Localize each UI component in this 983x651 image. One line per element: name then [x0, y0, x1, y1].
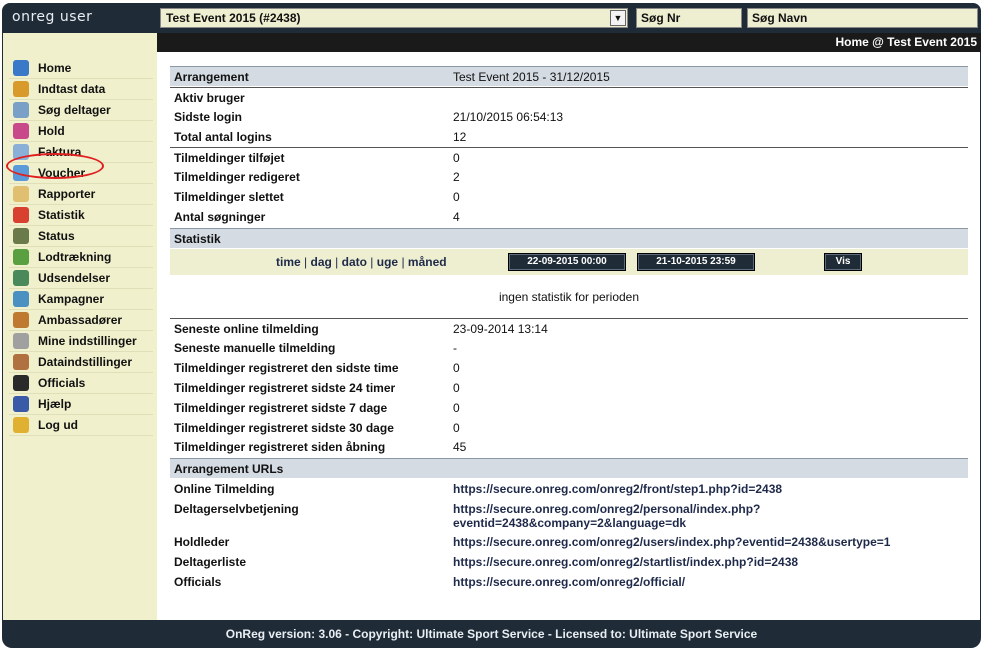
sogninger-row — [170, 207, 968, 227]
period-separator: | — [366, 255, 377, 269]
redigeret-label: Tilmeldinger redigeret — [174, 170, 300, 184]
sidebar-item-status[interactable] — [9, 226, 153, 247]
url-label: Deltagerselvbetjening — [174, 502, 299, 516]
sidste-login-label: Sidste login — [174, 110, 243, 124]
bar-chart-icon — [13, 207, 29, 223]
slettet-row — [170, 187, 968, 207]
url-link[interactable]: https://secure.onreg.com/onreg2/official/ — [453, 575, 686, 589]
statistik-label: Statistik — [174, 232, 221, 246]
day-row — [170, 378, 968, 398]
url-row — [170, 479, 968, 499]
period-separator: | — [331, 255, 342, 269]
sidebar-item-label: Hold — [38, 124, 65, 138]
sidebar-item-label: Home — [38, 61, 72, 75]
sidebar-item-label: Faktura — [38, 145, 82, 159]
period-links — [276, 255, 447, 269]
sidebar-item-hold[interactable] — [9, 121, 153, 142]
sidebar — [2, 33, 157, 620]
sidebar-item-kampagner[interactable] — [9, 289, 153, 310]
home-icon — [13, 60, 29, 76]
slettet-value: 0 — [453, 190, 460, 204]
footer — [2, 620, 981, 648]
sogninger-value: 4 — [453, 210, 460, 224]
officials-icon — [13, 375, 29, 391]
event-select[interactable] — [160, 8, 628, 28]
redigeret-row — [170, 167, 968, 187]
url-row — [170, 532, 968, 552]
period-separator: | — [398, 255, 408, 269]
sidste-login-row — [170, 107, 968, 127]
url-link[interactable] — [453, 502, 760, 530]
sidebar-item-label: Voucher — [38, 166, 86, 180]
total-row — [170, 437, 968, 457]
empty-stats-message: ingen statistik for perioden — [498, 290, 640, 304]
period-link-måned[interactable]: måned — [407, 255, 447, 269]
magnifier-icon — [13, 102, 29, 118]
sidebar-item-officials[interactable] — [9, 373, 153, 394]
footer-text: OnReg version: 3.06 - Copyright: Ultimate Sport Service - Licensed to: Ultimate Sport Service — [225, 627, 758, 641]
url-link[interactable]: https://secure.onreg.com/onreg2/users/index.php?eventid=2438&usertype=1 — [453, 535, 891, 549]
sidebar-item-søg-deltager[interactable] — [9, 100, 153, 121]
manual-row — [170, 338, 968, 358]
hour-value: 0 — [453, 361, 460, 375]
sidebar-item-label: Ambassadører — [38, 313, 123, 327]
sogninger-label: Antal søgninger — [174, 210, 266, 224]
sidebar-item-label: Rapporter — [38, 187, 96, 201]
manual-label: Seneste manuelle tilmelding — [174, 341, 336, 355]
sidste-login-value: 21/10/2015 06:54:13 — [453, 110, 564, 124]
url-row — [170, 552, 968, 572]
url-row — [170, 572, 968, 592]
tilfojet-row — [170, 147, 968, 167]
arrangement-section-header — [170, 66, 968, 86]
total-logins-label: Total antal logins — [174, 130, 272, 144]
top-bar — [2, 3, 981, 33]
sidebar-nav — [3, 58, 158, 436]
sidebar-item-ambassadører[interactable] — [9, 310, 153, 331]
week-value: 0 — [453, 401, 460, 415]
event-select-value: Test Event 2015 (#2438) — [166, 11, 301, 25]
total-value: 45 — [453, 440, 467, 454]
status-chart-icon — [13, 228, 29, 244]
sidebar-item-label: Kampagner — [38, 292, 105, 306]
sidebar-item-label: Dataindstillinger — [38, 355, 133, 369]
sidebar-item-rapporter[interactable] — [9, 184, 153, 205]
week-label: Tilmeldinger registreret sidste 7 dage — [174, 401, 388, 415]
sidebar-item-lodtrækning[interactable] — [9, 247, 153, 268]
search-name-input[interactable]: Søg Navn — [747, 8, 978, 28]
hour-row — [170, 358, 968, 378]
report-icon — [13, 186, 29, 202]
period-link-uge[interactable]: uge — [376, 255, 399, 269]
sidebar-item-label: Søg deltager — [38, 103, 111, 117]
total-label: Tilmeldinger registreret siden åbning — [174, 440, 386, 454]
period-separator: | — [300, 255, 311, 269]
urls-label: Arrangement URLs — [174, 462, 284, 476]
period-link-dato[interactable]: dato — [341, 255, 367, 269]
tilfojet-value: 0 — [453, 151, 460, 165]
sidebar-item-log-ud[interactable] — [9, 415, 153, 436]
month-label: Tilmeldinger registreret sidste 30 dage — [174, 421, 394, 435]
tools-icon — [13, 354, 29, 370]
sidebar-item-mine-indstillinger[interactable] — [9, 331, 153, 352]
tilfojet-label: Tilmeldinger tilføjet — [174, 151, 285, 165]
sidebar-item-dataindstillinger[interactable] — [9, 352, 153, 373]
main-content — [157, 33, 981, 620]
sidebar-item-statistik[interactable] — [9, 205, 153, 226]
arrangement-label: Arrangement — [174, 70, 249, 84]
chevron-down-icon[interactable]: ▼ — [610, 10, 626, 26]
aktiv-bruger-label: Aktiv bruger — [174, 91, 245, 105]
gear-icon — [13, 333, 29, 349]
online-row — [170, 318, 968, 338]
url-link-line: https://secure.onreg.com/onreg2/personal/index.php? — [453, 502, 761, 516]
ambassador-icon — [13, 312, 29, 328]
sidebar-item-label: Statistik — [38, 208, 85, 222]
online-label: Seneste online tilmelding — [174, 322, 319, 336]
to-date-button[interactable]: 21-10-2015 23:59 — [637, 253, 755, 271]
manual-value: - — [453, 341, 457, 355]
period-link-dag[interactable]: dag — [310, 255, 332, 269]
week-row — [170, 398, 968, 418]
sidebar-item-hjælp[interactable] — [9, 394, 153, 415]
total-logins-value: 12 — [453, 130, 467, 144]
url-label: Deltagerliste — [174, 555, 247, 569]
page-title: Home @ Test Event 2015 — [835, 35, 977, 49]
urls-section-header — [170, 458, 968, 478]
statistik-controls — [170, 249, 968, 275]
sidebar-item-label: Status — [38, 229, 75, 243]
month-row — [170, 418, 968, 438]
padlock-icon — [13, 417, 29, 433]
url-link-line: eventid=2438&company=2&language=dk — [453, 516, 687, 530]
sidebar-item-label: Udsendelser — [38, 271, 111, 285]
online-value: 23-09-2014 13:14 — [453, 322, 548, 336]
broadcast-icon — [13, 270, 29, 286]
url-label: Holdleder — [174, 535, 230, 549]
sidebar-item-home[interactable] — [9, 58, 153, 79]
app-title: onreg user — [12, 9, 93, 25]
globe-icon — [13, 291, 29, 307]
sidebar-item-label: Mine indstillinger — [38, 334, 137, 348]
add-user-icon — [13, 81, 29, 97]
aktiv-bruger-row — [170, 87, 968, 107]
arrangement-value: Test Event 2015 - 31/12/2015 — [453, 70, 610, 84]
show-button[interactable]: Vis — [824, 253, 862, 271]
redigeret-value: 2 — [453, 170, 460, 184]
help-icon — [13, 396, 29, 412]
statistik-section-header — [170, 228, 968, 248]
total-logins-row — [170, 127, 968, 147]
header-bar — [157, 33, 981, 52]
period-link-time[interactable]: time — [276, 255, 301, 269]
hour-label: Tilmeldinger registreret den sidste time — [174, 361, 399, 375]
day-value: 0 — [453, 381, 460, 395]
url-label: Online Tilmelding — [174, 482, 275, 496]
sidebar-item-label: Hjælp — [38, 397, 72, 411]
day-label: Tilmeldinger registreret sidste 24 timer — [174, 381, 396, 395]
from-date-button[interactable]: 22-09-2015 00:00 — [508, 253, 626, 271]
highlight-circle — [6, 153, 104, 179]
url-row — [170, 499, 968, 531]
sidebar-item-indtast-data[interactable] — [9, 79, 153, 100]
sidebar-item-label: Log ud — [38, 418, 78, 432]
sidebar-item-label: Indtast data — [38, 82, 106, 96]
search-number-input[interactable]: Søg Nr — [636, 8, 742, 28]
sidebar-item-label: Officials — [38, 376, 86, 390]
url-label: Officials — [174, 575, 222, 589]
team-icon — [13, 123, 29, 139]
url-link[interactable]: https://secure.onreg.com/onreg2/front/step1.php?id=2438 — [453, 482, 783, 496]
sidebar-item-label: Lodtrækning — [38, 250, 112, 264]
month-value: 0 — [453, 421, 460, 435]
url-link[interactable]: https://secure.onreg.com/onreg2/startlist/index.php?id=2438 — [453, 555, 799, 569]
shuffle-icon — [13, 249, 29, 265]
sidebar-item-udsendelser[interactable] — [9, 268, 153, 289]
slettet-label: Tilmeldinger slettet — [174, 190, 284, 204]
